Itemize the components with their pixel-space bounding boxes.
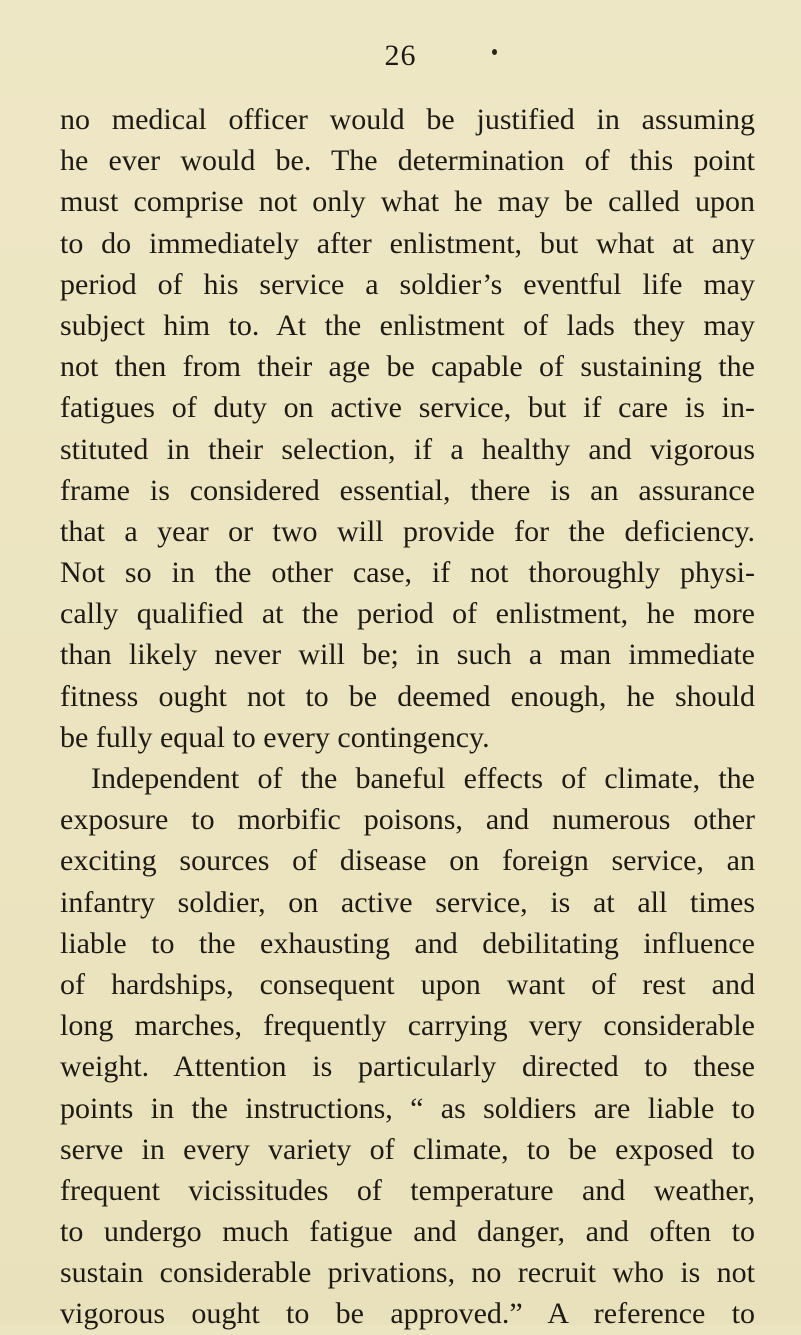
text-line: frequent vicissitudes of temperature and weather, <box>60 1173 755 1207</box>
text-line: than likely never will be; in such a man immediate <box>60 638 755 672</box>
text-line: long marches, frequently carrying very considerable <box>60 1009 755 1043</box>
body-text <box>60 99 755 1335</box>
text-line: cally qualified at the period of enlistment, he more <box>60 597 755 631</box>
text-line: sustain considerable privations, no recruit who is not <box>60 1256 755 1290</box>
text-line: Not so in the other case, if not thoroughly physi- <box>60 556 755 590</box>
text-line: subject him to. At the enlistment of lads they may <box>60 308 755 342</box>
text-line: be fully equal to every contingency. <box>60 720 490 754</box>
text-line: frame is considered essential, there is an assurance <box>60 473 755 507</box>
text-line: weight. Attention is particularly directed to these <box>60 1050 755 1084</box>
text-line: to undergo much fatigue and danger, and often to <box>60 1215 755 1249</box>
text-line: no medical officer would be justified in assuming <box>60 103 755 136</box>
ink-speck <box>492 49 497 55</box>
text-line: exciting sources of disease on foreign service, an <box>60 844 755 878</box>
text-line: of hardships, consequent upon want of rest and <box>60 967 755 1001</box>
text-line: fitness ought not to be deemed enough, he should <box>60 679 755 713</box>
text-line: must comprise not only what he may be called upon <box>60 185 755 219</box>
text-line: to do immediately after enlistment, but what at any <box>60 226 755 260</box>
text-line: Independent of the baneful effects of climate, the <box>91 762 755 795</box>
text-line: he ever would be. The determination of this point <box>60 144 755 178</box>
text-line: fatigues of duty on active service, but if care is in- <box>60 391 755 425</box>
text-line: exposure to morbific poisons, and numerous other <box>60 803 755 837</box>
text-line: that a year or two will provide for the deficiency. <box>60 514 755 548</box>
page-number: 26 <box>384 39 417 72</box>
text-line: not then from their age be capable of sustaining the <box>60 350 755 384</box>
text-line: period of his service a soldier’s eventful life may <box>60 267 755 301</box>
text-line: vigorous ought to be approved.” A reference to <box>60 1297 755 1331</box>
text-line: liable to the exhausting and debilitating influence <box>60 926 755 960</box>
text-line: stituted in their selection, if a healthy and vigorous <box>60 432 755 466</box>
text-line: serve in every variety of climate, to be exposed to <box>60 1132 755 1166</box>
text-line: infantry soldier, on active service, is at all times <box>60 885 755 919</box>
text-line: points in the instructions, “ as soldiers are liable to <box>60 1091 755 1125</box>
